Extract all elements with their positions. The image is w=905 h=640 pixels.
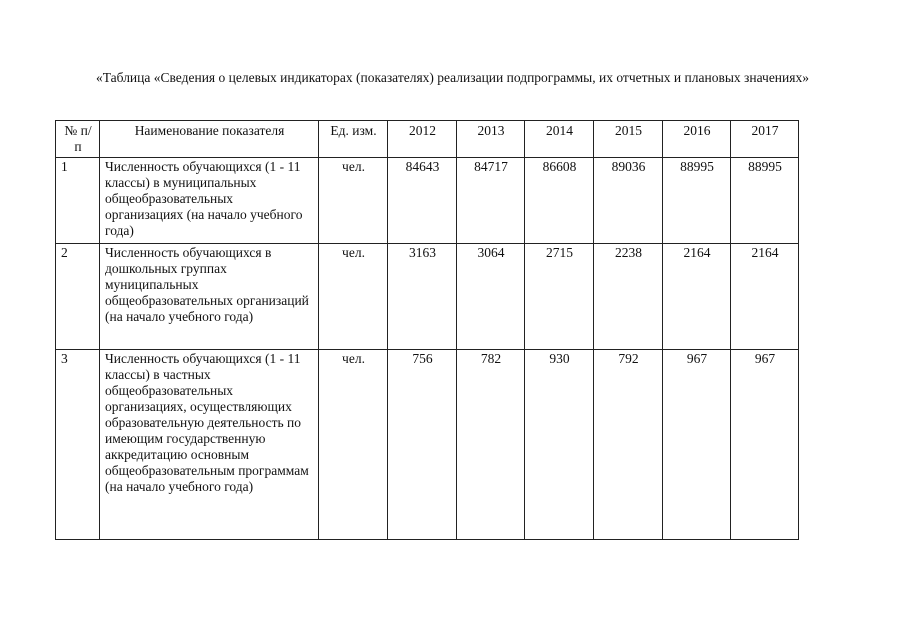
header-unit: Ед. изм. <box>319 121 388 158</box>
value-cell: 86608 <box>525 158 594 244</box>
value-cell: 2238 <box>594 244 663 350</box>
header-year: 2013 <box>457 121 525 158</box>
value-cell: 792 <box>594 350 663 540</box>
value-cell: 88995 <box>731 158 799 244</box>
unit-cell: чел. <box>319 244 388 350</box>
value-cell: 2164 <box>663 244 731 350</box>
header-year: 2017 <box>731 121 799 158</box>
value-cell: 2715 <box>525 244 594 350</box>
header-num: № п/п <box>56 121 100 158</box>
table-row <box>56 350 799 540</box>
table-row <box>56 158 799 244</box>
row-number: 1 <box>56 158 100 244</box>
value-cell: 967 <box>731 350 799 540</box>
header-year: 2012 <box>388 121 457 158</box>
indicator-name: Численность обучающихся (1 - 11 классы) в муниципальных общеобразовательных организациях (на начало учебного года) <box>100 158 319 244</box>
header-year: 2014 <box>525 121 594 158</box>
unit-cell: чел. <box>319 158 388 244</box>
header-year: 2016 <box>663 121 731 158</box>
row-number: 2 <box>56 244 100 350</box>
indicator-name: Численность обучающихся в дошкольных группах муниципальных общеобразовательных организаций (на начало учебного года) <box>100 244 319 350</box>
value-cell: 89036 <box>594 158 663 244</box>
indicators-table <box>55 120 799 540</box>
header-year: 2015 <box>594 121 663 158</box>
value-cell: 967 <box>663 350 731 540</box>
value-cell: 756 <box>388 350 457 540</box>
value-cell: 930 <box>525 350 594 540</box>
header-name: Наименование показателя <box>100 121 319 158</box>
value-cell: 84643 <box>388 158 457 244</box>
indicator-name: Численность обучающихся (1 - 11 классы) в частных общеобразовательных организациях, осуществляющих образовательную деятельность по имеющим государственную аккредитацию основным общеобразовательным программам (на начало учебного года) <box>100 350 319 540</box>
value-cell: 3064 <box>457 244 525 350</box>
table-header-row <box>56 121 799 158</box>
row-number: 3 <box>56 350 100 540</box>
value-cell: 2164 <box>731 244 799 350</box>
table-row <box>56 244 799 350</box>
page-title: «Таблица «Сведения о целевых индикаторах (показателях) реализации подпрограммы, их отчетных и плановых значениях» <box>96 70 809 85</box>
value-cell: 88995 <box>663 158 731 244</box>
value-cell: 84717 <box>457 158 525 244</box>
unit-cell: чел. <box>319 350 388 540</box>
value-cell: 3163 <box>388 244 457 350</box>
value-cell: 782 <box>457 350 525 540</box>
